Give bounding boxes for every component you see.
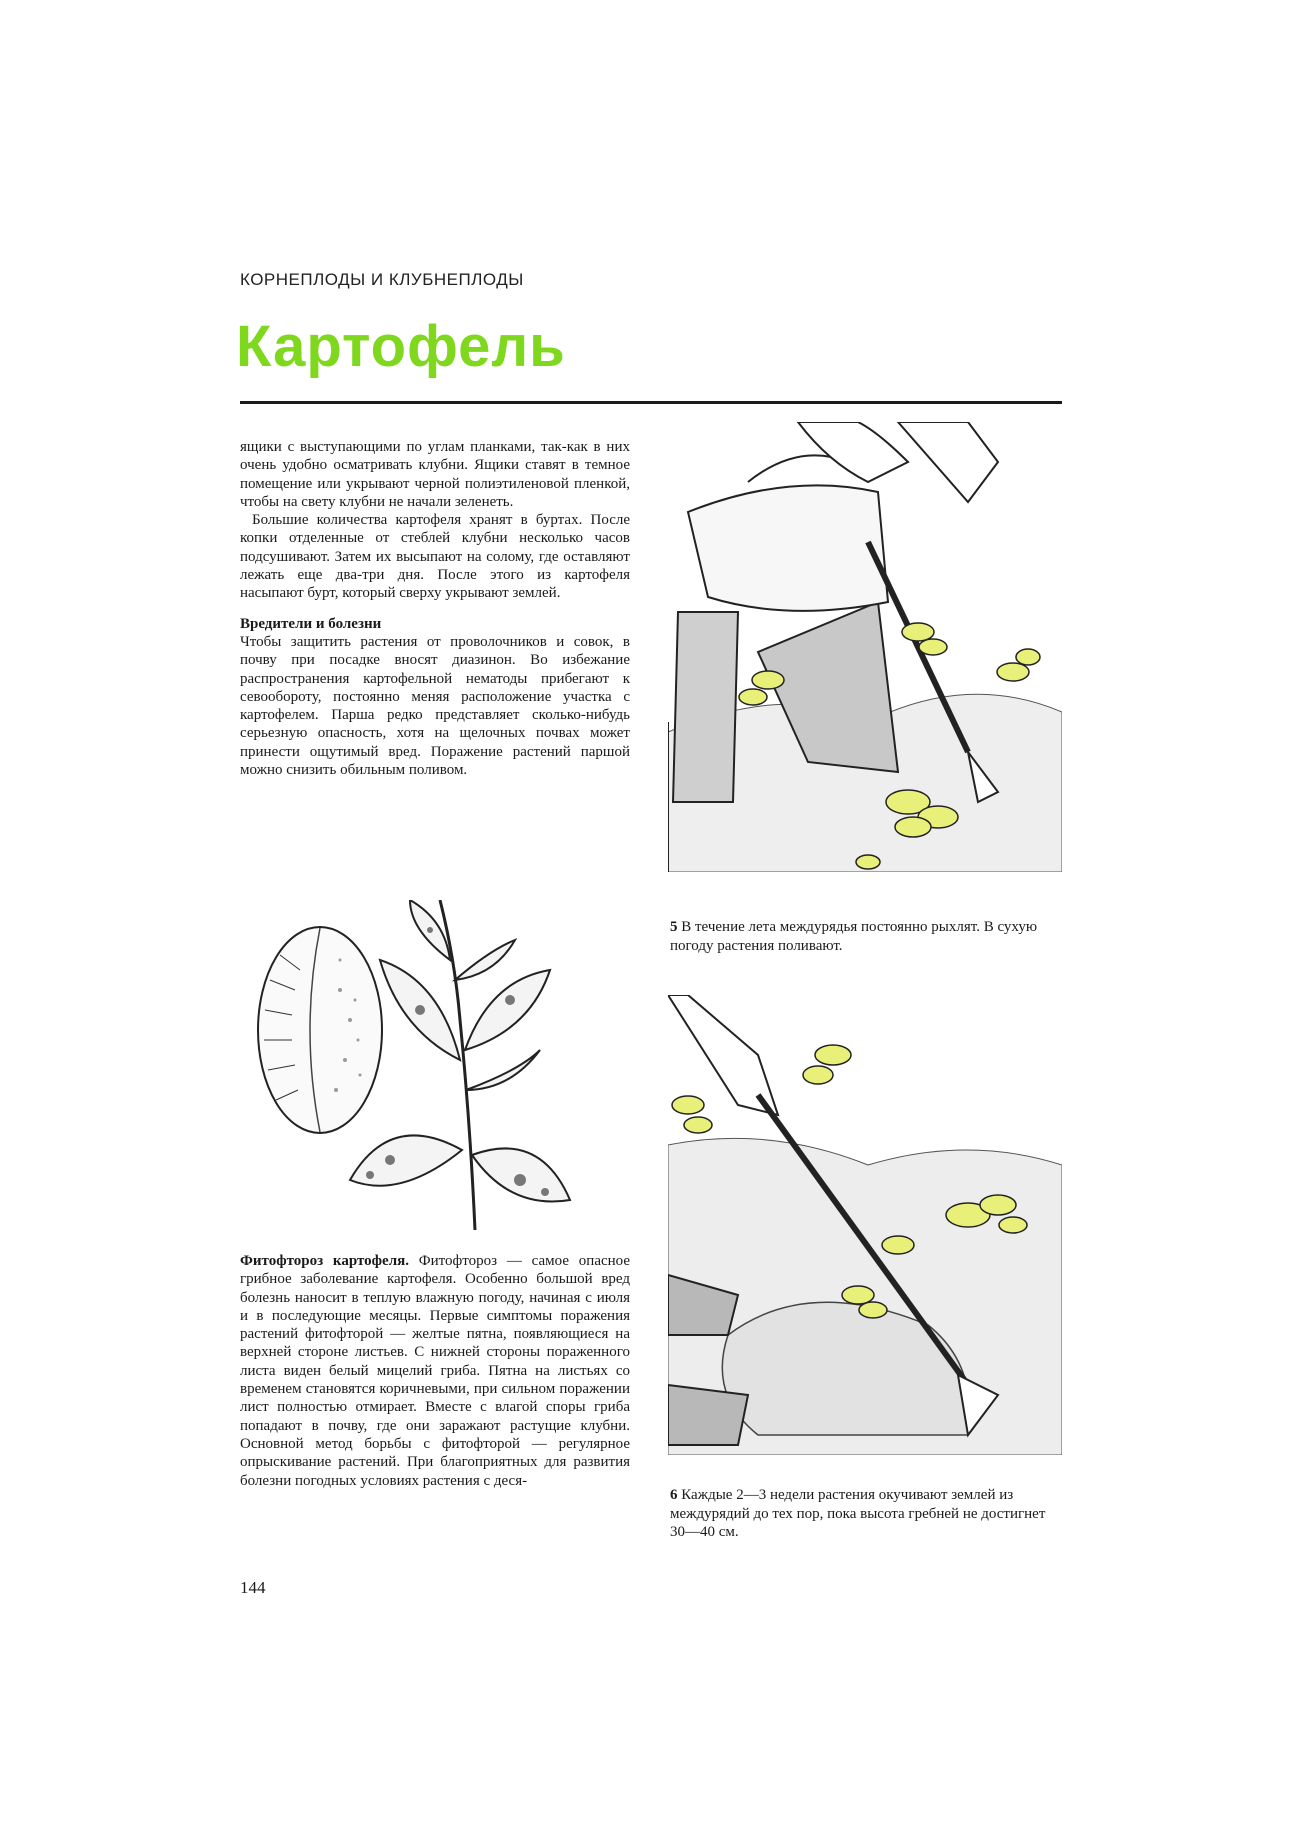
caption-6 xyxy=(670,1486,1060,1542)
caption-6-text: Каждые 2—3 недели растения окучивают землей из междурядий до тех пор, пока высота гребней не достигнет 30—40 см. xyxy=(670,1487,1046,1540)
hilling-illustration xyxy=(668,995,1062,1455)
page-number: 144 xyxy=(240,1578,266,1597)
blight-drawing xyxy=(240,900,630,1240)
caption-5 xyxy=(670,918,1060,955)
subheading-pests: Вредители и болезни xyxy=(240,615,382,632)
paragraph-pests: Чтобы защитить растения от проволочников и совок, в почву при посадке вносят диазинон. Во избежание распространения картофельной нематоды прибегают к севообороту, постоянно меняя расположение участка с картофелем. Парша редко представляет сколько-нибудь серьезную опасность, хотя на щелочных почвах может принести ощутимый вред. Поражение растений паршой можно снизить обильным поливом. xyxy=(240,633,630,779)
watering-illustration xyxy=(668,422,1062,872)
caption-5-number: 5 xyxy=(670,919,678,935)
watering-can-illustration xyxy=(668,422,1062,872)
section-label: КОРНЕПЛОДЫ И КЛУБНЕПЛОДЫ xyxy=(240,270,524,289)
hoe-illustration xyxy=(668,995,1062,1455)
page-title: Картофель xyxy=(236,314,566,379)
caption-5-text: В течение лета междурядья постоянно рыхлят. В сухую погоду растения поливают. xyxy=(670,919,1038,954)
caption-6-number: 6 xyxy=(670,1487,678,1503)
title-rule xyxy=(240,401,1062,404)
left-text-caption xyxy=(240,1252,630,1490)
blight-caption-text: Фитофтороз — самое опасное грибное заболевание картофеля. Особенно большой вред болезнь наносит в теплую влажную погоду, начиная с июля и в последующие месяцы. Первые симптомы поражения растений фитофторой — желтые пятна, появляющиеся на верхней стороне листьев. С нижней стороны пораженного листа виден белый мицелий гриба. Пятна на листьях со временем становятся коричневыми, при сильном поражении лист полностью отмирает. Вместе с влагой споры гриба попадают в почву, где они заражают растущие клубни. Основной метод борьбы с фитофторой — регулярное опрыскивание растений. При благоприятных для развития болезни погодных условиях растения с деся- xyxy=(240,1253,631,1489)
left-text-top xyxy=(240,438,630,779)
paragraph-storage-clamps: Большие количества картофеля хранят в буртах. После копки отделенные от стеблей клубни несколько часов подсушивают. Затем их высыпают на солому, где оставляют лежать еще двa-три дня. После этого из картофеля насыпают бурт, который сверху укрывают землей. xyxy=(240,512,630,602)
potato-tuber-illustration xyxy=(258,927,382,1133)
diseased-plant-illustration xyxy=(240,900,630,1240)
blight-caption xyxy=(240,1252,630,1490)
paragraph-storage-boxes: ящики с выступающими по углам планками, так-как в них очень удобно осматривать клубни. Ящики ставят в темное помещение или укрывают черной полиэтиленовой пленкой, чтобы на свету клубни не начали зеленеть. xyxy=(240,439,630,510)
blight-caption-title: Фитофтороз картофеля. xyxy=(240,1253,409,1269)
